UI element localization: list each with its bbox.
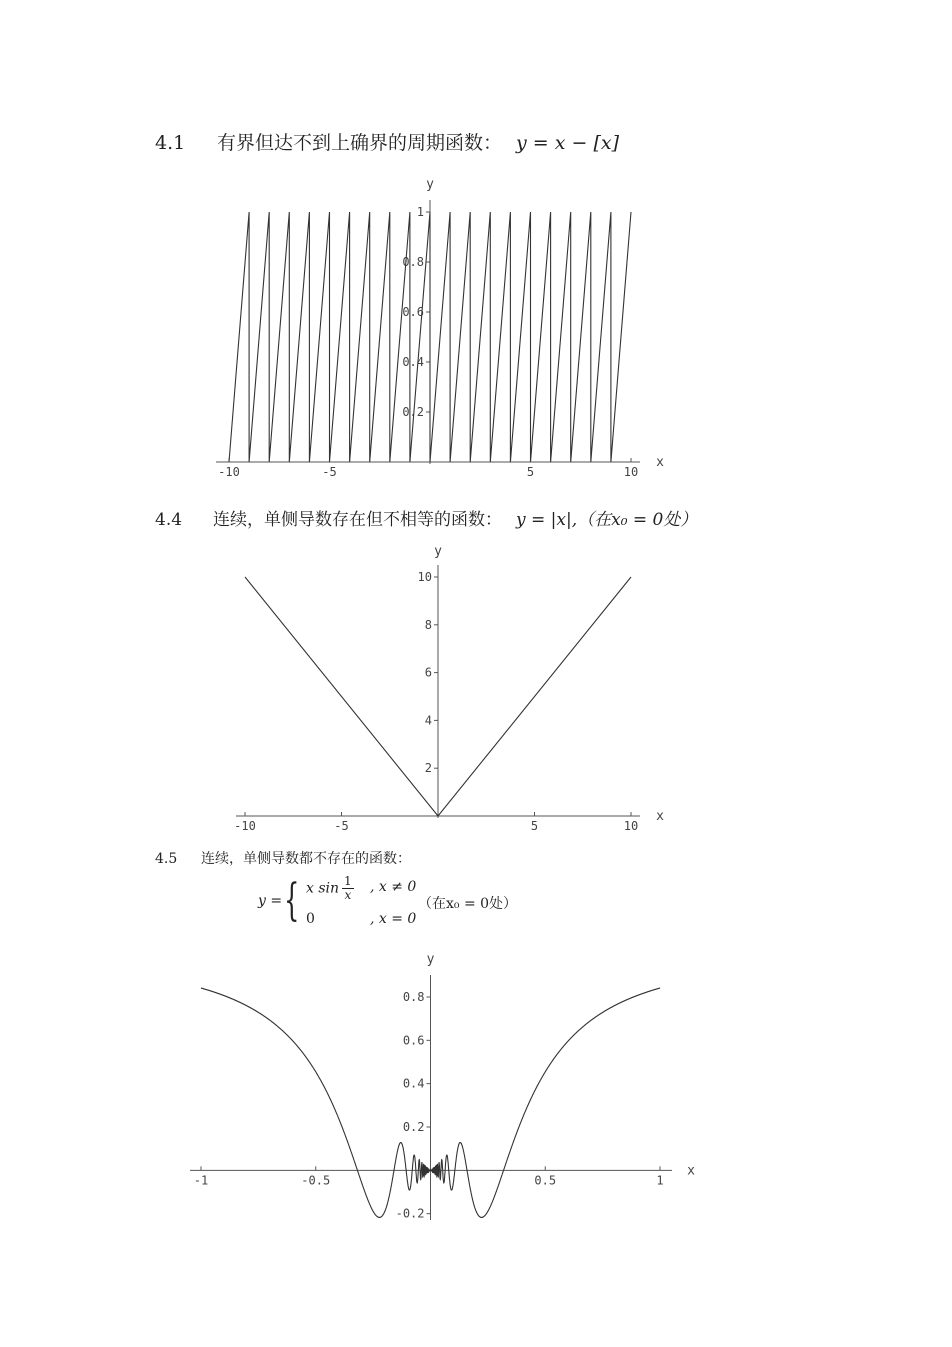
y-tick-label: 0.4 xyxy=(402,1076,425,1091)
y-tick-label: 8 xyxy=(424,617,432,632)
section-title: 有界但达不到上确界的周期函数： xyxy=(217,132,503,154)
section-title: 连续，单侧导数存在但不相等的函数： xyxy=(213,510,502,530)
y-axis-label: y xyxy=(426,177,434,192)
x-tick-label: -0.5 xyxy=(301,1173,331,1188)
x-tick-label: 10 xyxy=(623,819,639,833)
piecewise-lhs: y = xyxy=(258,893,283,909)
y-tick-label: 10 xyxy=(417,570,432,584)
y-tick-label: 6 xyxy=(424,665,432,680)
y-tick-label: 0.6 xyxy=(402,305,424,319)
x-tick-label: -1 xyxy=(193,1173,209,1188)
fraction-numerator: 1 xyxy=(344,874,352,888)
x-axis-label: x xyxy=(656,455,664,470)
y-tick-label: 2 xyxy=(424,761,432,776)
y-tick-label: -0.2 xyxy=(395,1206,425,1221)
row1-condition: , x ≠ 0 xyxy=(370,879,417,895)
x-tick-label: 10 xyxy=(623,465,639,479)
x-tick-label: -10 xyxy=(218,465,240,479)
x-tick-label: 1 xyxy=(656,1173,664,1188)
x-axis-label: x xyxy=(687,1163,695,1179)
piecewise-note: （在x₀ = 0处） xyxy=(418,896,518,912)
x-tick-label: -10 xyxy=(234,819,256,833)
formula: y = |x|,（在x₀ = 0处） xyxy=(516,510,698,530)
section-number: 4.5 xyxy=(155,851,178,867)
y-tick-label: 0.4 xyxy=(402,355,424,369)
row2-expression: 0 xyxy=(306,911,315,927)
y-tick-label: 0.2 xyxy=(402,405,424,419)
y-tick-label: 4 xyxy=(424,713,432,728)
y-tick-label: 0.2 xyxy=(402,1120,425,1134)
x-tick-label: 5 xyxy=(530,819,539,833)
x-tick-label: -5 xyxy=(334,819,349,833)
y-tick-label: 1 xyxy=(416,205,424,219)
row2-condition: , x = 0 xyxy=(370,911,417,927)
section-title: 连续，单侧导数都不存在的函数： xyxy=(201,851,411,867)
function-curve xyxy=(229,212,631,462)
x-tick-label: 5 xyxy=(526,465,535,479)
formula: y = x − [x] xyxy=(516,132,620,154)
y-axis-label: y xyxy=(426,952,435,967)
x-tick-label: 0.5 xyxy=(534,1173,557,1188)
x-tick-label: -5 xyxy=(322,465,337,479)
section-number: 4.1 xyxy=(155,132,186,154)
section-number: 4.4 xyxy=(155,510,183,530)
row1-expression: x sin xyxy=(306,880,340,897)
left-brace: { xyxy=(284,875,300,926)
x-axis-label: x xyxy=(656,809,664,824)
y-tick-label: 0.8 xyxy=(402,255,424,269)
fraction-denominator: x xyxy=(344,888,352,902)
y-tick-label: 0.8 xyxy=(402,990,425,1004)
y-axis-label: y xyxy=(434,544,442,559)
y-tick-label: 0.6 xyxy=(402,1033,425,1048)
